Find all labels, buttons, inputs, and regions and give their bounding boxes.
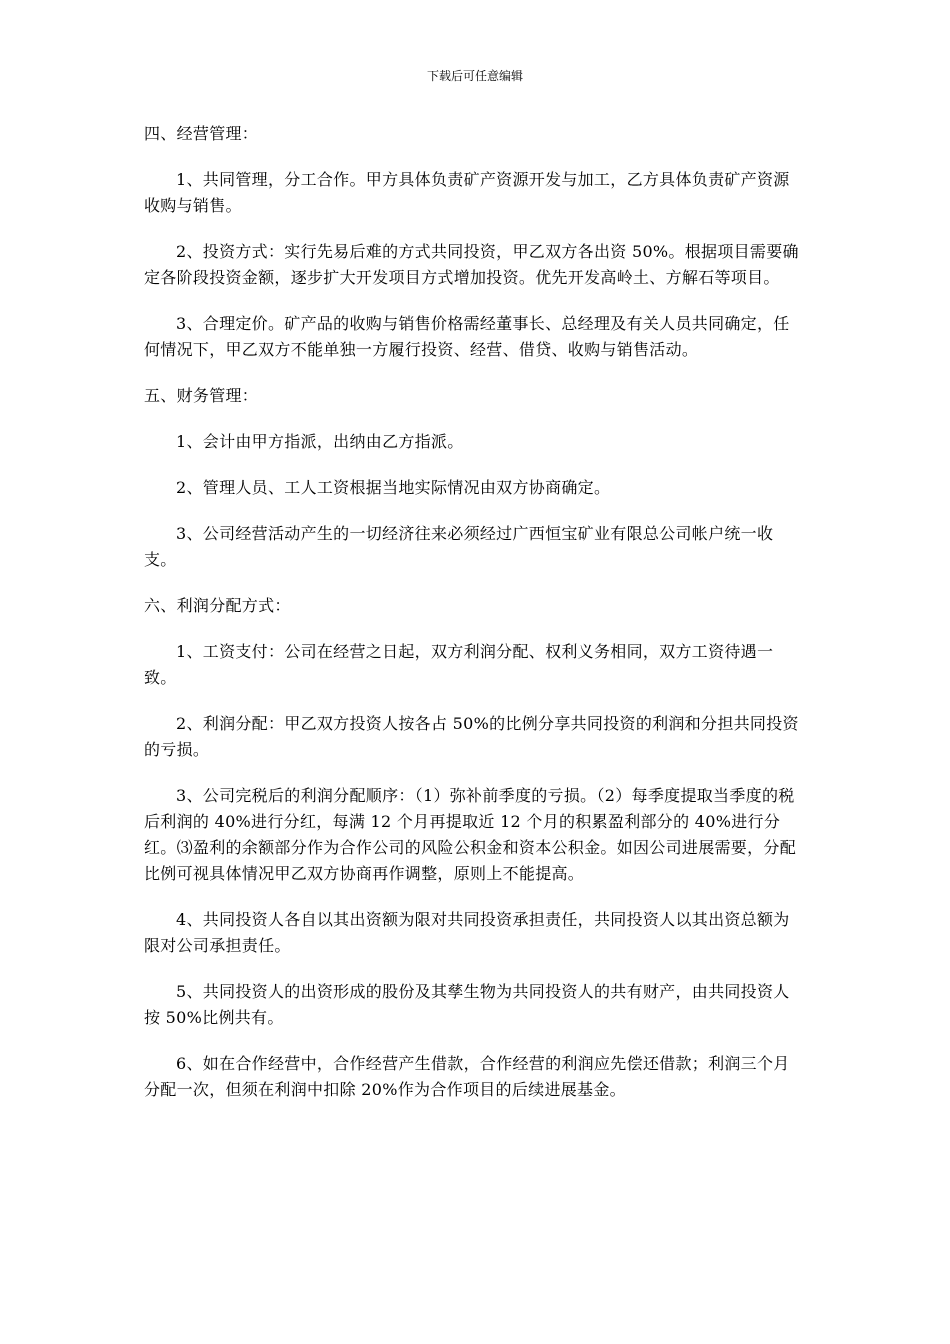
section-heading: 五、财务管理： [144, 386, 259, 405]
paragraph: 3、合理定价。矿产品的收购与销售价格需经董事长、总经理及有关人员共同确定，任何情况下，甲乙双方不能单独一方履行投资、经营、借贷、收购与销售活动。 [144, 314, 790, 359]
paragraph: 1、共同管理，分工合作。甲方具体负责矿产资源开发与加工，乙方具体负责矿产资源收购与销售。 [144, 170, 790, 215]
paragraph: 2、投资方式：实行先易后难的方式共同投资，甲乙双方各出资 50%。根据项目需要确定各阶段投资金额，逐步扩大开发项目方式增加投资。优先开发高岭土、方解石等项目。 [144, 242, 799, 287]
paragraph: 3、公司完税后的利润分配顺序：（1）弥补前季度的亏损。（2）每季度提取当季度的税后利润的 40%进行分红，每满 12 个月再提取近 12 个月的积累盈利部分的 40%进行分红。⑶盈利的余额部分作为合作公司的风险公积金和资本公积金。如因公司进展需要，分配比例可视具体情况甲乙双方协商再作调整，原则上不能提高。 [144, 786, 797, 883]
document-body [144, 121, 804, 1123]
paragraph: 2、利润分配：甲乙双方投资人按各占 50%的比例分享共同投资的利润和分担共同投资的亏损。 [144, 714, 799, 759]
section-heading: 四、经营管理： [144, 124, 259, 143]
paragraph: 6、如在合作经营中，合作经营产生借款，合作经营的利润应先偿还借款；利润三个月分配一次，但须在利润中扣除 20%作为合作项目的后续进展基金。 [144, 1054, 790, 1099]
page-header-note: 下载后可任意编辑 [426, 69, 523, 83]
paragraph: 2、管理人员、工人工资根据当地实际情况由双方协商确定。 [176, 478, 611, 497]
section-heading: 六、利润分配方式： [144, 596, 291, 615]
paragraph: 1、会计由甲方指派，出纳由乙方指派。 [176, 432, 464, 451]
section-profit-distribution [144, 593, 804, 1103]
paragraph: 3、公司经营活动产生的一切经济往来必须经过广西恒宝矿业有限总公司帐户统一收支。 [144, 524, 774, 569]
paragraph: 1、工资支付：公司在经营之日起，双方利润分配、权利义务相同，双方工资待遇一致。 [144, 642, 774, 687]
paragraph: 4、共同投资人各自以其出资额为限对共同投资承担责任，共同投资人以其出资总额为限对公司承担责任。 [144, 910, 790, 955]
section-business-management [144, 121, 804, 363]
paragraph: 5、共同投资人的出资形成的股份及其孳生物为共同投资人的共有财产，由共同投资人按 50%比例共有。 [144, 982, 790, 1027]
section-financial-management [144, 383, 804, 573]
